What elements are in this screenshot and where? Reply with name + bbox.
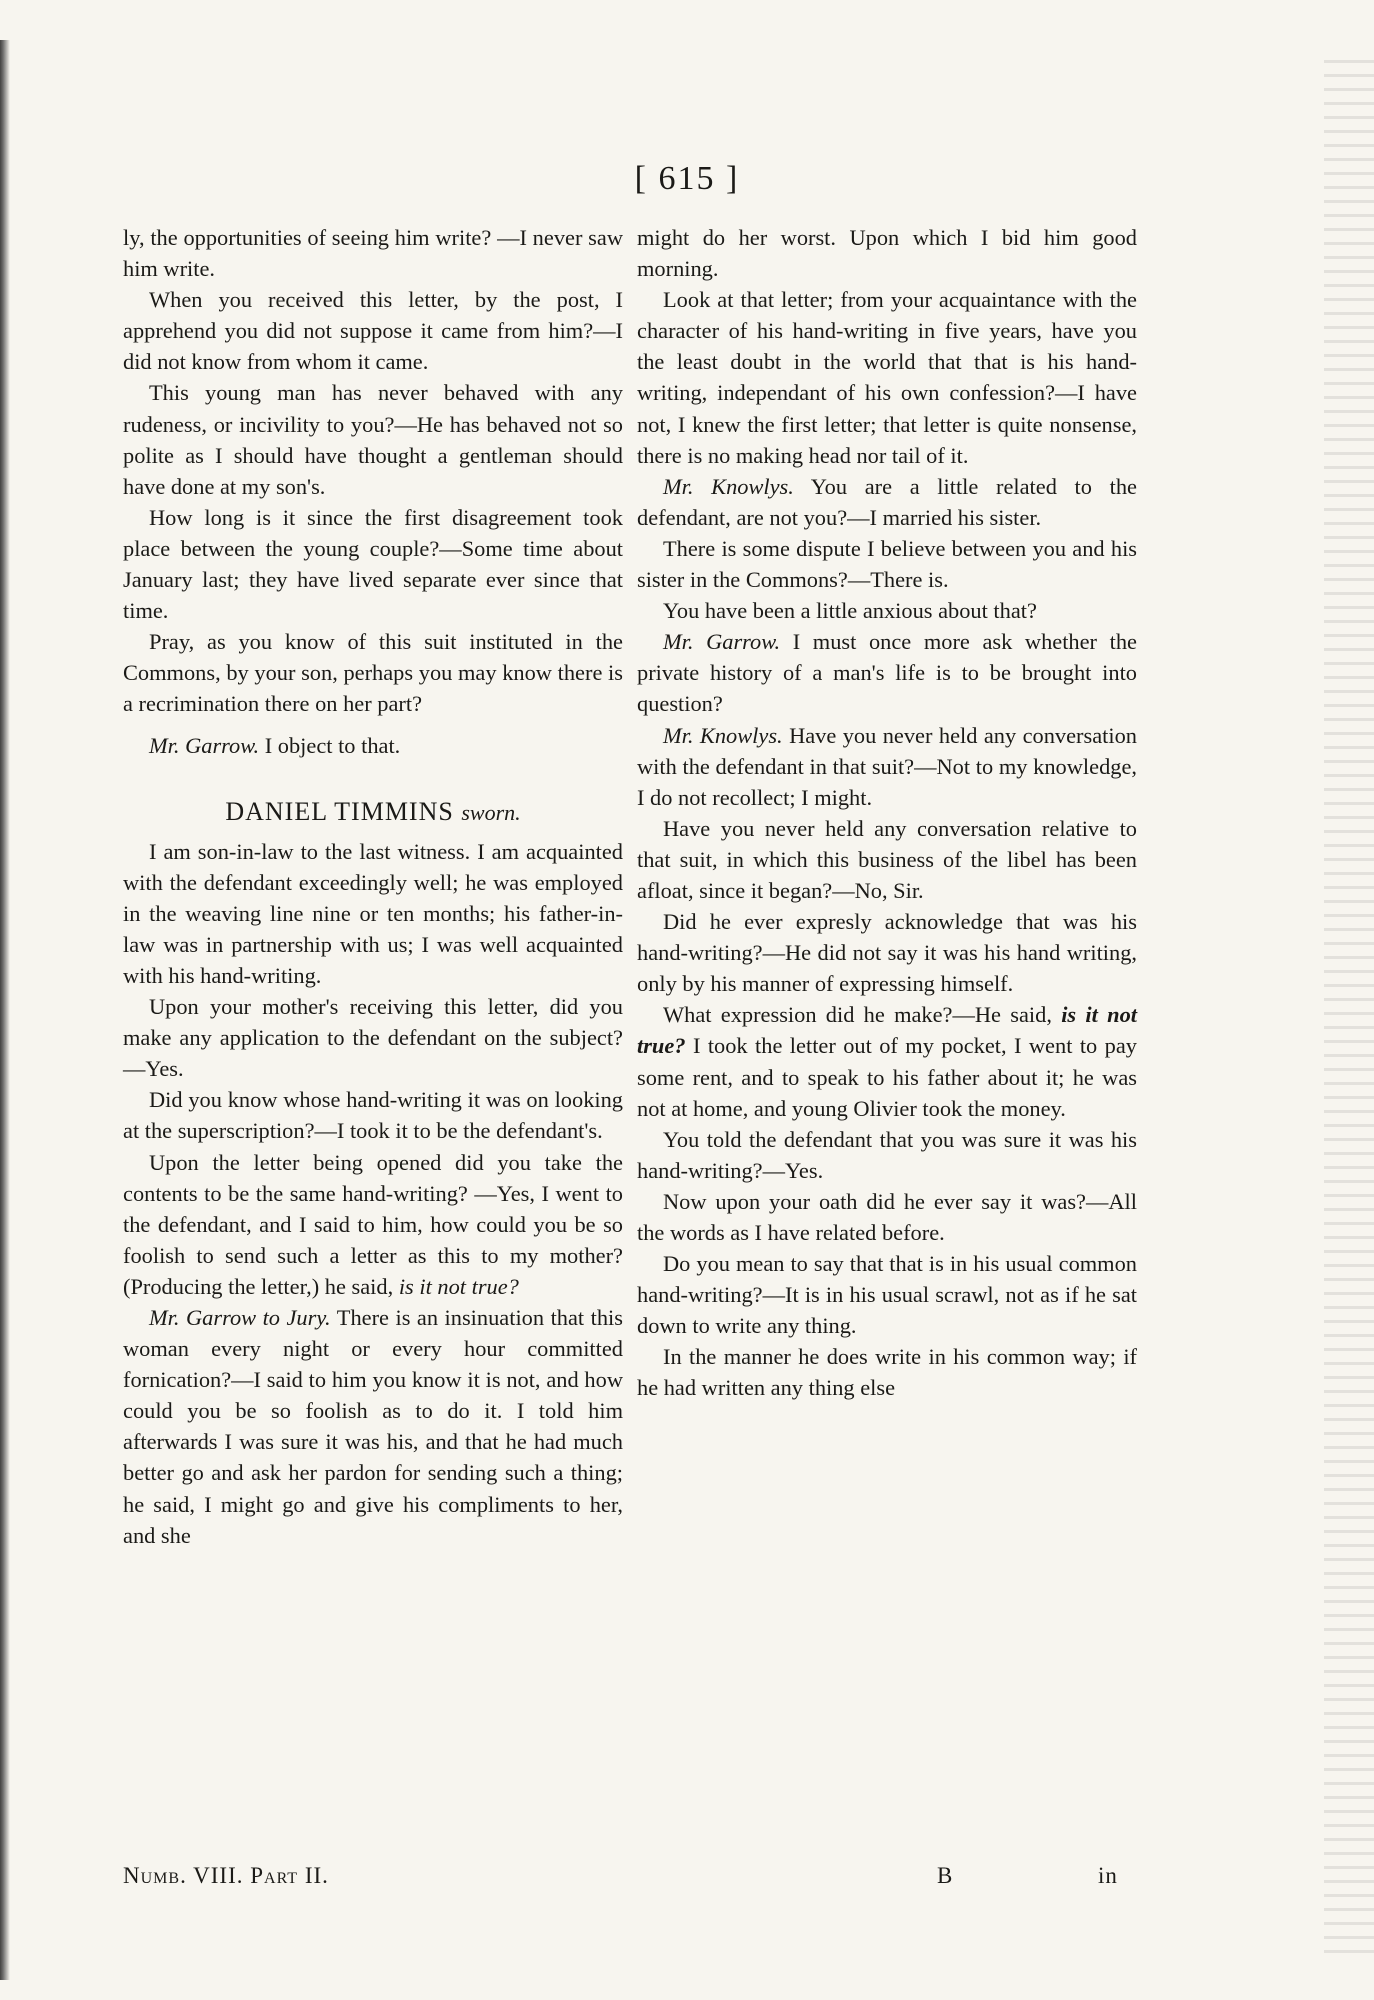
right-column — [637, 222, 1137, 1404]
speaker-paragraph — [123, 1302, 623, 1551]
paragraph: Now upon your oath did he ever say it was?—All the words as I have related before. — [637, 1188, 1137, 1245]
speaker-paragraph — [637, 626, 1137, 719]
witness-name: DANIEL TIMMINS — [225, 796, 454, 826]
paragraph-text: I took the letter out of my pocket, I went to pay some rent, and to speak to his father about it; he was not at home, and young Olivier took the money. — [637, 1033, 1137, 1121]
witness-heading — [123, 795, 623, 830]
quoted-phrase: is it not true? — [398, 1273, 519, 1299]
page-number: [ 615 ] — [634, 160, 740, 197]
speaker-paragraph — [123, 730, 623, 761]
speaker-paragraph — [637, 720, 1137, 813]
speaker-text: Have you never held any conversation with the defendant in that suit?—Not to my knowledge, I do not recollect; I might. — [637, 722, 1137, 810]
paragraph — [123, 1147, 623, 1302]
speaker-text: You are a little related to the defendant, are not you?—I married his sister. — [637, 473, 1137, 530]
paragraph: You told the defendant that you was sure it was his hand-writing?—Yes. — [637, 1126, 1137, 1183]
speaker-name: Mr. Knowlys. — [663, 722, 783, 748]
speaker-name: Mr. Garrow. — [149, 732, 260, 758]
page-edge-shadow — [1324, 60, 1374, 1960]
catchword: in — [1098, 1863, 1118, 1888]
paragraph: Look at that letter; from your acquaintance with the character of his hand-writing in five years, have you the least doubt in the world that that is his hand-writing, independant of his own confession?—I have not, I knew the first letter; that letter is quite nonsense, there is no making head nor tail of it. — [637, 287, 1137, 468]
paragraph — [637, 999, 1137, 1123]
speaker-text: I object to that. — [264, 732, 401, 758]
paragraph: Did you know whose hand-writing it was on looking at the superscription?—I took it to be the defendant's. — [123, 1087, 623, 1144]
speaker-name: Mr. Garrow. — [663, 629, 781, 655]
paragraph: Have you never held any conversation relative to that suit, in which this business of the libel has been afloat, since it began?—No, Sir. — [637, 815, 1137, 903]
paragraph: When you received this letter, by the post, I apprehend you did not suppose it came from him?—I did not know from whom it came. — [123, 287, 623, 375]
paragraph: This young man has never behaved with any rudeness, or incivility to you?—He has behaved not so polite as I should have thought a gentleman should have done at my son's. — [123, 380, 623, 499]
speaker-name: Mr. Knowlys. — [663, 473, 794, 499]
paragraph-text: What expression did he make?—He said, — [663, 1002, 1052, 1028]
paragraph: In the manner he does write in his common way; if he had written any thing else — [637, 1344, 1137, 1401]
paragraph: Do you mean to say that that is in his usual common hand-writing?—It is in his usual scrawl, not as if he sat down to write any thing. — [637, 1251, 1137, 1339]
paragraph: might do her worst. Upon which I bid him good morning. — [637, 225, 1137, 282]
speaker-name: Mr. Garrow to Jury. — [149, 1305, 331, 1330]
paragraph: How long is it since the first disagreement took place between the young couple?—Some time about January last; they have lived separate ever since that time. — [123, 504, 623, 624]
sworn-label: sworn. — [461, 799, 521, 825]
page-binding-edge — [0, 40, 10, 1980]
paragraph: Upon your mother's receiving this letter, did you make any application to the defendant on the subject?—Yes. — [123, 994, 623, 1082]
speaker-text: There is an insinuation that this woman every night or every hour committed fornication?—I said to him you know it is not, and how could you be so foolish as to do it. I told him afterwards I was sure it was his, and that he had much better go and ask her pardon for sending such a thing; he said, I might go and give his compliments to her, and she — [123, 1305, 623, 1548]
speaker-text: I must once more ask whether the private history of a man's life is to be brought into question? — [637, 629, 1137, 717]
paragraph: Pray, as you know of this suit instituted in the Commons, by your son, perhaps you may know there is a recrimination there on her part? — [123, 629, 623, 717]
signature-mark: B — [937, 1863, 954, 1888]
paragraph: I am son-in-law to the last witness. I am acquainted with the defendant exceedingly well; he was employed in the weaving line nine or ten months; his father-in-law was in partnership with us; I was well acquainted with his hand-writing. — [123, 838, 623, 988]
paragraph: Did he ever expresly acknowledge that was his hand-writing?—He did not say it was his hand writing, only by his manner of expressing himself. — [637, 909, 1137, 997]
paragraph: There is some dispute I believe between you and his sister in the Commons?—There is. — [637, 535, 1137, 593]
quoted-phrase: is it not true? — [637, 1002, 1137, 1059]
speaker-paragraph — [637, 471, 1137, 533]
left-column — [123, 222, 623, 1551]
paragraph: You have been a little anxious about that? — [663, 598, 1037, 624]
issue-footer: Numb. VIII. Part II. — [123, 1863, 329, 1888]
paragraph: ly, the opportunities of seeing him write? —I never saw him write. — [123, 225, 623, 282]
paragraph-text: Upon the letter being opened did you take the contents to be the same hand-writing? —Yes, I went to the defendant, and I said to him, how could you be so foolish to send such a letter as this to my mother? (Producing the letter,) he said, — [123, 1149, 623, 1299]
